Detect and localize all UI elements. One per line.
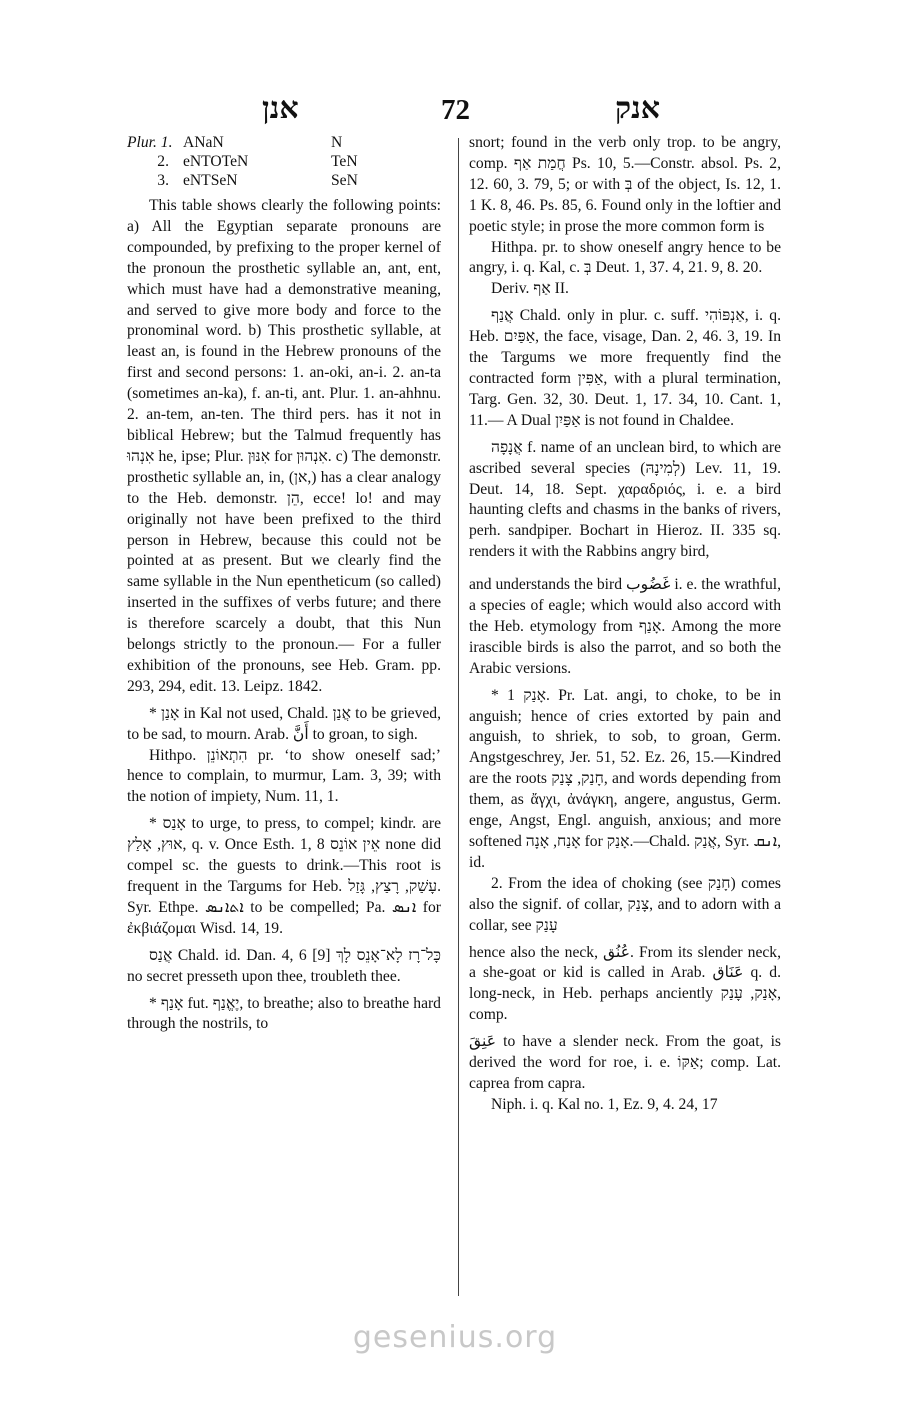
table-cell: SeN: [331, 172, 358, 189]
running-head-left: אנן: [262, 92, 299, 125]
table-cell: eNTSeN: [183, 172, 238, 189]
entry-anas: * אָנַס to urge, to press, to compel; kindr. are אוּץ, אָלַץ, q. v. Once Esth. 1, 8 אֵין אוֹנֵס none did compel sc. the guests to drink.—This root is frequent in the Targums for Heb. עָשַׁק, רָצַץ, גָּזַל. Syr. Ethpe. ܐܬܐܢܣ to be compelled; Pa. ܐܢܣ for ἐκβιάζομαι Wisd. 14, 19.: [127, 815, 441, 937]
table-cell: N: [331, 134, 343, 151]
entry-deriv: Deriv. אַף II.: [491, 280, 569, 298]
table-cell: eNTOTeN: [183, 153, 249, 170]
paragraph: عَنِقَ to have a slender neck. From the goat, is derived the word for roe, i. e. אַקּוֹ; comp. Lat. caprea from capra.: [469, 1033, 781, 1092]
table-cell: 2.: [157, 153, 169, 170]
paragraph: and understands the bird غَضُوب i. e. the wrathful, a species of eagle; which would also accord with the Heb. etymology from אָנַף. Among the more irascible birds is also the parrot, and so both the Arabic versions.: [469, 576, 781, 677]
paragraph: This table shows clearly the following points: a) All the Egyptian separate pronouns are compounded, by prefixing to the proper kernel of the pronoun the prosthetic syllable an, ant, ent, which must have had a demonstrative meaning, and served to give more body and force to the pronominal word. b) This prosthetic syllable, at least an, is found in the Hebrew pronouns of the first and second persons: 1. an-oki, an-i. 2. an-ta (sometimes an-ka), f. an-ti, ant. Plur. 1. an-ahhnu. 2. an-tem, an-ten. The third pers. has it not in biblical Hebrew; but the Talmud frequently has אִנְהוּ he, ipse; Plur. אִנּוּן for אִנְהוּן. c) The demonstr. prosthetic syllable an, in, (אן,) has a clear analogy to the Heb. demonstr. הֵן, ecce! lo! and may originally not have been prefixed to the third person in Hebrew, because this could not be pointed at as present. But we clearly find the same syllable in the Nun epentheticum (so called) inserted in the suffixes of verbs future; and there is therefore scarcely a doubt, that this Nun belongs strictly to the pronoun.— For a fuller exhibition of the pronouns, see Heb. Gram. pp. 293, 294, edit. 13. Leipz. 1842.: [127, 197, 441, 695]
entry-anaq: * אָנַק 1. Pr. Lat. angi, to choke, to be in anguish; hence of cries extorted by pain and anguish, to shriek, to sob, to groan, Germ. Angstgeschrey, Jer. 51, 52. Ez. 26, 15.—Kindred are the roots חָנַק, צָנַק, and words depending from them, as ἄγχι, ἀνάγκη, angere, angustus, Germ. enge, Angst, Engl. anguish, anxious; and more softened אָנַח, אָנָה for אָנַק.—Chald. אֲנַק, Syr. ܐܢܩ, id.: [469, 686, 782, 871]
entry-hithpa: Hithpa. pr. to show oneself angry hence to be angry, i. q. Kal, c. בְּ Deut. 1, 37. 4, 21. 9, 8. 20.: [469, 238, 781, 277]
paragraph: hence also the neck, عُنُق. From its slender neck, a she-goat or kid is called in Arab. عَنَاق q. d. long-neck, in Heb. perhaps anciently אָנַק, עָנַק, comp.: [469, 943, 782, 1024]
entry-hithpo: Hithpo. הִתְאוֹנֵן pr. ‘to show oneself sad;’ hence to complain, to murmur, Lam. 3, 39; with the notion of impiety, Num. 11, 1.: [127, 746, 442, 806]
right-column: [469, 133, 781, 1116]
running-head-right: אנק: [615, 92, 661, 125]
watermark: gesenius.org: [352, 1320, 558, 1355]
table-cell: Plur. 1.: [127, 134, 173, 151]
table-cell: TeN: [331, 153, 358, 170]
entry-anaph-chald: אֲנַף Chald. only in plur. c. suff. אַנְפּוֹהִי, i. q. Heb. אַפַּיִם, the face, visage, Dan. 2, 46. 3, 19. In the Targums we more frequently find the contracted form אַפִּין, with a plural termination, Targ. Gen. 32, 30. Deut. 1, 17. 34, 10. Cant. 1, 11.— A Dual אַפַּיִן is not found in Chaldee.: [469, 307, 781, 429]
paragraph: 2. From the idea of choking (see חָנַק) comes also the signif. of collar, צָנַק, and to adorn with a collar, see עָנַק: [469, 874, 781, 934]
left-column: [127, 133, 441, 1035]
entry-anas-chald: אֲנַס Chald. id. Dan. 4, 6 [9] כָּל־רָז לָא־אָנֵס לָךְ no secret presseth upon thee, troubleth thee.: [127, 946, 441, 985]
entry-anan: * אָנַן in Kal not used, Chald. אֲנַן to be grieved, to be sad, to mourn. Arab. أَنَّ to groan, to sigh.: [127, 704, 441, 743]
paragraph: snort; found in the verb only trop. to be angry, comp. חֲמַת אַף Ps. 10, 5.—Constr. absol. Ps. 2, 12. 60, 3. 79, 5; or with בְּ of the object, Is. 12, 1. 1 K. 8, 46. Ps. 85, 6. Found only in the loftier and poetic style; in prose the more common form is: [469, 134, 781, 235]
entry-niph: Niph. i. q. Kal no. 1, Ez. 9, 4. 24, 17: [491, 1095, 718, 1113]
page-number: 72: [441, 94, 470, 126]
column-divider: [458, 138, 459, 1296]
table-cell: 3.: [157, 172, 169, 189]
entry-anaph: * אָנַף fut. יֶאֱנַף, to breathe; also to breathe hard through the nostrils, to: [127, 994, 441, 1033]
entry-anaphah: אֲנָפָה f. name of an unclean bird, to which are ascribed several species (לְמִינָהּ) Lev. 11, 19. Deut. 14, 18. Sept. χαραδριός, i. e. a bird haunting clefts and chasms in the banks of rivers, perh. sandpiper. Bochart in Hieroz. II. 335 sq. renders it with the Rabbins angry bird,: [469, 438, 781, 561]
table-cell: ANaN: [183, 134, 224, 151]
plural-table: [127, 133, 441, 190]
